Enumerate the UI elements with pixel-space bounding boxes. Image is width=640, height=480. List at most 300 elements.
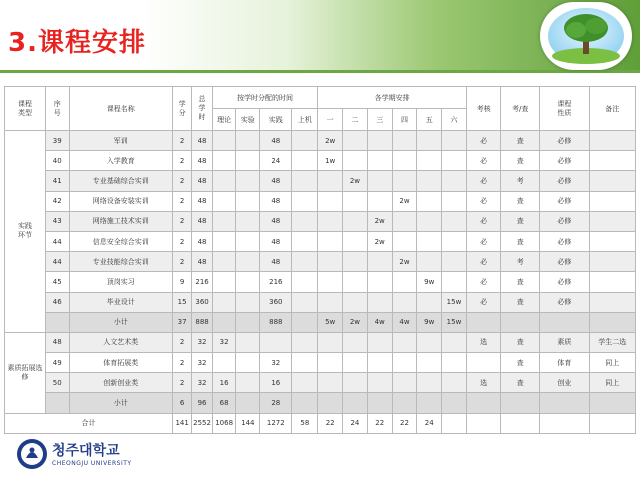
row-lab	[236, 131, 260, 151]
row-credit: 2	[172, 151, 191, 171]
row-theory	[212, 252, 236, 272]
subtotal-lab	[236, 312, 260, 332]
row-assess: 必	[466, 272, 500, 292]
row-computer	[292, 292, 318, 312]
row-nature: 必修	[540, 231, 590, 251]
row-theory	[212, 231, 236, 251]
row-credit: 2	[172, 171, 191, 191]
row-exam: 查	[501, 353, 540, 373]
row-computer	[292, 332, 318, 352]
row-s6	[442, 373, 467, 393]
row-practice: 48	[260, 131, 292, 151]
row-course-name: 人文艺术类	[69, 332, 172, 352]
subtotal-computer	[292, 312, 318, 332]
row-lab	[236, 231, 260, 251]
row-theory	[212, 292, 236, 312]
row-nature: 必修	[540, 272, 590, 292]
row-remark	[589, 231, 635, 251]
total-s5: 24	[417, 413, 442, 433]
row-lab	[236, 272, 260, 292]
logo-korean-name: 청주대학교	[52, 443, 120, 459]
row-computer	[292, 211, 318, 231]
row-s2	[343, 231, 368, 251]
subtotal-label: 小计	[69, 393, 172, 413]
row-lab	[236, 332, 260, 352]
subtotal-hours: 96	[192, 393, 212, 413]
row-theory: 32	[212, 332, 236, 352]
subtotal-assess	[466, 393, 500, 413]
subtotal-s4: 4w	[392, 312, 417, 332]
row-course-name: 网络施工技术实训	[69, 211, 172, 231]
row-nature: 素质	[540, 332, 590, 352]
row-computer	[292, 131, 318, 151]
row-exam: 查	[501, 272, 540, 292]
row-no: 42	[45, 191, 69, 211]
total-s3: 22	[367, 413, 392, 433]
row-theory	[212, 353, 236, 373]
table-row	[5, 231, 636, 251]
row-s3	[367, 373, 392, 393]
row-practice: 48	[260, 191, 292, 211]
row-exam: 查	[501, 231, 540, 251]
row-s3	[367, 131, 392, 151]
row-theory	[212, 191, 236, 211]
row-s5	[417, 353, 442, 373]
row-remark	[589, 171, 635, 191]
row-no: 45	[45, 272, 69, 292]
row-assess: 必	[466, 292, 500, 312]
university-logo	[16, 438, 166, 474]
row-computer	[292, 373, 318, 393]
total-remark	[589, 413, 635, 433]
row-theory	[212, 272, 236, 292]
row-s2	[343, 272, 368, 292]
row-exam: 考	[501, 171, 540, 191]
header-sem1: 一	[318, 109, 343, 131]
row-s4	[392, 373, 417, 393]
subtotal-credit: 6	[172, 393, 191, 413]
row-s5	[417, 231, 442, 251]
row-no: 44	[45, 252, 69, 272]
row-nature: 必修	[540, 211, 590, 231]
row-lab	[236, 353, 260, 373]
subtotal-remark	[589, 312, 635, 332]
header-semester: 各学期安排	[318, 87, 467, 109]
row-remark	[589, 151, 635, 171]
table-row	[5, 272, 636, 292]
total-hours: 2552	[192, 413, 212, 433]
row-s1	[318, 353, 343, 373]
row-s4	[392, 231, 417, 251]
header-theory: 理论	[212, 109, 236, 131]
row-s6	[442, 252, 467, 272]
row-s2	[343, 211, 368, 231]
row-computer	[292, 353, 318, 373]
header-exam: 考/查	[501, 87, 540, 131]
row-no: 44	[45, 231, 69, 251]
row-s2	[343, 151, 368, 171]
total-credit: 141	[172, 413, 191, 433]
total-s2: 24	[343, 413, 368, 433]
header-credit: 学 分	[172, 87, 191, 131]
row-practice: 32	[260, 353, 292, 373]
row-exam: 查	[501, 332, 540, 352]
table-row	[5, 211, 636, 231]
header-sem4: 四	[392, 109, 417, 131]
row-lab	[236, 292, 260, 312]
subtotal-hours: 888	[192, 312, 212, 332]
row-assess: 必	[466, 231, 500, 251]
header-sem6: 六	[442, 109, 467, 131]
row-s5	[417, 171, 442, 191]
row-theory: 16	[212, 373, 236, 393]
table-row	[5, 292, 636, 312]
row-s5	[417, 191, 442, 211]
row-credit: 2	[172, 332, 191, 352]
total-lab: 144	[236, 413, 260, 433]
row-theory	[212, 131, 236, 151]
header-no: 序 号	[45, 87, 69, 131]
row-remark: 同上	[589, 373, 635, 393]
course-schedule-table	[4, 86, 636, 434]
row-hours: 360	[192, 292, 212, 312]
row-no: 40	[45, 151, 69, 171]
row-computer	[292, 252, 318, 272]
row-s3	[367, 292, 392, 312]
row-s2	[343, 353, 368, 373]
row-lab	[236, 191, 260, 211]
row-s2	[343, 252, 368, 272]
subtotal-practice: 888	[260, 312, 292, 332]
row-exam: 查	[501, 151, 540, 171]
header-hours-split: 按学时分配的时间	[212, 87, 318, 109]
row-s3: 2w	[367, 211, 392, 231]
row-s3	[367, 151, 392, 171]
subtotal-exam	[501, 312, 540, 332]
row-s3	[367, 353, 392, 373]
row-s6	[442, 272, 467, 292]
row-remark	[589, 191, 635, 211]
subtotal-s6: 15w	[442, 312, 467, 332]
tree-logo-badge	[540, 2, 632, 70]
row-s2	[343, 131, 368, 151]
row-credit: 2	[172, 191, 191, 211]
header-lab: 实验	[236, 109, 260, 131]
row-hours: 48	[192, 211, 212, 231]
subtotal-label: 小计	[69, 312, 172, 332]
row-s6	[442, 191, 467, 211]
subtotal-assess	[466, 312, 500, 332]
row-s6: 15w	[442, 292, 467, 312]
row-practice	[260, 332, 292, 352]
row-s5	[417, 332, 442, 352]
row-credit: 2	[172, 252, 191, 272]
row-computer	[292, 151, 318, 171]
row-s3	[367, 332, 392, 352]
row-nature: 必修	[540, 292, 590, 312]
row-s6	[442, 171, 467, 191]
row-s1: 2w	[318, 131, 343, 151]
subtotal-theory: 68	[212, 393, 236, 413]
row-computer	[292, 272, 318, 292]
subtotal-credit: 37	[172, 312, 191, 332]
row-no: 39	[45, 131, 69, 151]
header-course-type: 课程 类型	[5, 87, 46, 131]
row-no: 43	[45, 211, 69, 231]
row-s4: 2w	[392, 191, 417, 211]
header-computer: 上机	[292, 109, 318, 131]
subtotal-theory	[212, 312, 236, 332]
row-lab	[236, 252, 260, 272]
row-s4	[392, 131, 417, 151]
row-course-name: 军训	[69, 131, 172, 151]
header-course-name: 课程名称	[69, 87, 172, 131]
row-lab	[236, 151, 260, 171]
table-row	[5, 171, 636, 191]
row-hours: 32	[192, 353, 212, 373]
row-s2	[343, 373, 368, 393]
row-nature: 必修	[540, 252, 590, 272]
subtotal-lab	[236, 393, 260, 413]
row-course-name: 毕业设计	[69, 292, 172, 312]
subtotal-nature	[540, 393, 590, 413]
table-row	[5, 191, 636, 211]
row-assess: 必	[466, 151, 500, 171]
row-s5	[417, 373, 442, 393]
row-remark	[589, 211, 635, 231]
row-assess: 选	[466, 332, 500, 352]
header-sem3: 三	[367, 109, 392, 131]
row-remark	[589, 252, 635, 272]
row-assess: 必	[466, 131, 500, 151]
row-exam: 查	[501, 292, 540, 312]
tree-icon	[546, 6, 626, 66]
row-s5	[417, 131, 442, 151]
row-practice: 48	[260, 252, 292, 272]
subtotal-row	[5, 393, 636, 413]
header-sem5: 五	[417, 109, 442, 131]
row-practice: 360	[260, 292, 292, 312]
row-assess: 选	[466, 373, 500, 393]
group-elective-label: 素质拓展选 修	[5, 332, 46, 413]
header-nature: 课程 性质	[540, 87, 590, 131]
subtotal-practice: 28	[260, 393, 292, 413]
slide-title: 3.课程安排	[8, 28, 146, 58]
subtotal-computer	[292, 393, 318, 413]
row-credit: 9	[172, 272, 191, 292]
row-hours: 48	[192, 131, 212, 151]
row-course-name: 信息安全综合实训	[69, 231, 172, 251]
row-theory	[212, 171, 236, 191]
row-s2	[343, 332, 368, 352]
subtotal-no	[45, 312, 69, 332]
row-assess: 必	[466, 211, 500, 231]
row-no: 48	[45, 332, 69, 352]
row-s5	[417, 211, 442, 231]
subtotal-row	[5, 312, 636, 332]
row-s5	[417, 151, 442, 171]
row-assess: 必	[466, 171, 500, 191]
row-s6	[442, 332, 467, 352]
row-nature: 体育	[540, 353, 590, 373]
row-remark	[589, 131, 635, 151]
row-theory	[212, 211, 236, 231]
row-computer	[292, 231, 318, 251]
row-hours: 48	[192, 171, 212, 191]
row-s3	[367, 272, 392, 292]
row-s1	[318, 332, 343, 352]
row-hours: 32	[192, 373, 212, 393]
row-s1	[318, 292, 343, 312]
total-exam	[501, 413, 540, 433]
row-no: 49	[45, 353, 69, 373]
row-course-name: 入学教育	[69, 151, 172, 171]
subtotal-s5: 9w	[417, 312, 442, 332]
table-row	[5, 252, 636, 272]
row-practice: 16	[260, 373, 292, 393]
row-exam: 查	[501, 211, 540, 231]
logo-english-name: CHEONGJU UNIVERSITY	[52, 460, 132, 467]
row-s1	[318, 272, 343, 292]
row-s5	[417, 252, 442, 272]
row-s4	[392, 332, 417, 352]
row-s5	[417, 292, 442, 312]
total-s1: 22	[318, 413, 343, 433]
row-s4	[392, 272, 417, 292]
row-lab	[236, 373, 260, 393]
row-course-name: 网络设备安装实训	[69, 191, 172, 211]
header-assess: 考核	[466, 87, 500, 131]
row-s3	[367, 171, 392, 191]
subtotal-s3: 4w	[367, 312, 392, 332]
table-row	[5, 151, 636, 171]
subtotal-no	[45, 393, 69, 413]
row-s3: 2w	[367, 231, 392, 251]
subtotal-s2: 2w	[343, 312, 368, 332]
row-hours: 48	[192, 151, 212, 171]
row-course-name: 体育拓展类	[69, 353, 172, 373]
row-exam: 查	[501, 131, 540, 151]
row-credit: 15	[172, 292, 191, 312]
row-no: 41	[45, 171, 69, 191]
row-s1	[318, 171, 343, 191]
row-remark: 学生二选	[589, 332, 635, 352]
university-emblem-icon	[16, 438, 48, 470]
row-s6	[442, 231, 467, 251]
row-nature: 必修	[540, 191, 590, 211]
row-credit: 2	[172, 211, 191, 231]
row-nature: 必修	[540, 171, 590, 191]
row-no: 46	[45, 292, 69, 312]
total-assess	[466, 413, 500, 433]
row-assess: 必	[466, 191, 500, 211]
row-remark	[589, 292, 635, 312]
row-no: 50	[45, 373, 69, 393]
row-credit: 2	[172, 353, 191, 373]
row-remark	[589, 272, 635, 292]
row-hours: 32	[192, 332, 212, 352]
subtotal-exam	[501, 393, 540, 413]
row-course-name: 顶岗实习	[69, 272, 172, 292]
row-s4: 2w	[392, 252, 417, 272]
row-s1	[318, 252, 343, 272]
row-exam: 查	[501, 191, 540, 211]
row-remark: 同上	[589, 353, 635, 373]
row-hours: 48	[192, 231, 212, 251]
row-s3	[367, 252, 392, 272]
row-s6	[442, 353, 467, 373]
header-remark: 备注	[589, 87, 635, 131]
subtotal-s1: 5w	[318, 312, 343, 332]
row-theory	[212, 151, 236, 171]
row-nature: 创业	[540, 373, 590, 393]
row-s2: 2w	[343, 171, 368, 191]
total-row	[5, 413, 636, 433]
row-s5: 9w	[417, 272, 442, 292]
subtotal-s5	[417, 393, 442, 413]
row-s1: 1w	[318, 151, 343, 171]
total-practice: 1272	[260, 413, 292, 433]
row-practice: 24	[260, 151, 292, 171]
row-hours: 216	[192, 272, 212, 292]
total-label: 合计	[5, 413, 173, 433]
row-credit: 2	[172, 373, 191, 393]
subtotal-nature	[540, 312, 590, 332]
header-hours: 总 学 时	[192, 87, 212, 131]
header-divider	[0, 70, 640, 73]
row-course-name: 专业基础综合实训	[69, 171, 172, 191]
row-practice: 216	[260, 272, 292, 292]
row-practice: 48	[260, 231, 292, 251]
row-s2	[343, 191, 368, 211]
table-row	[5, 353, 636, 373]
table-row	[5, 332, 636, 352]
row-nature: 必修	[540, 151, 590, 171]
row-lab	[236, 171, 260, 191]
row-s1	[318, 191, 343, 211]
row-hours: 48	[192, 252, 212, 272]
total-theory: 1068	[212, 413, 236, 433]
row-course-name: 创新创业类	[69, 373, 172, 393]
row-computer	[292, 191, 318, 211]
total-nature	[540, 413, 590, 433]
subtotal-s4	[392, 393, 417, 413]
total-s4: 22	[392, 413, 417, 433]
row-s2	[343, 292, 368, 312]
row-s4	[392, 151, 417, 171]
group-practice-label: 实践 环节	[5, 131, 46, 333]
row-practice: 48	[260, 171, 292, 191]
table-row	[5, 373, 636, 393]
row-s6	[442, 151, 467, 171]
row-credit: 2	[172, 231, 191, 251]
row-s4	[392, 292, 417, 312]
subtotal-s2	[343, 393, 368, 413]
row-hours: 48	[192, 191, 212, 211]
row-credit: 2	[172, 131, 191, 151]
row-s1	[318, 373, 343, 393]
row-course-name: 专业技能综合实训	[69, 252, 172, 272]
row-s1	[318, 231, 343, 251]
total-s6	[442, 413, 467, 433]
row-s4	[392, 211, 417, 231]
table-row	[5, 131, 636, 151]
subtotal-s3	[367, 393, 392, 413]
row-computer	[292, 171, 318, 191]
row-exam: 查	[501, 373, 540, 393]
row-s1	[318, 211, 343, 231]
row-lab	[236, 211, 260, 231]
